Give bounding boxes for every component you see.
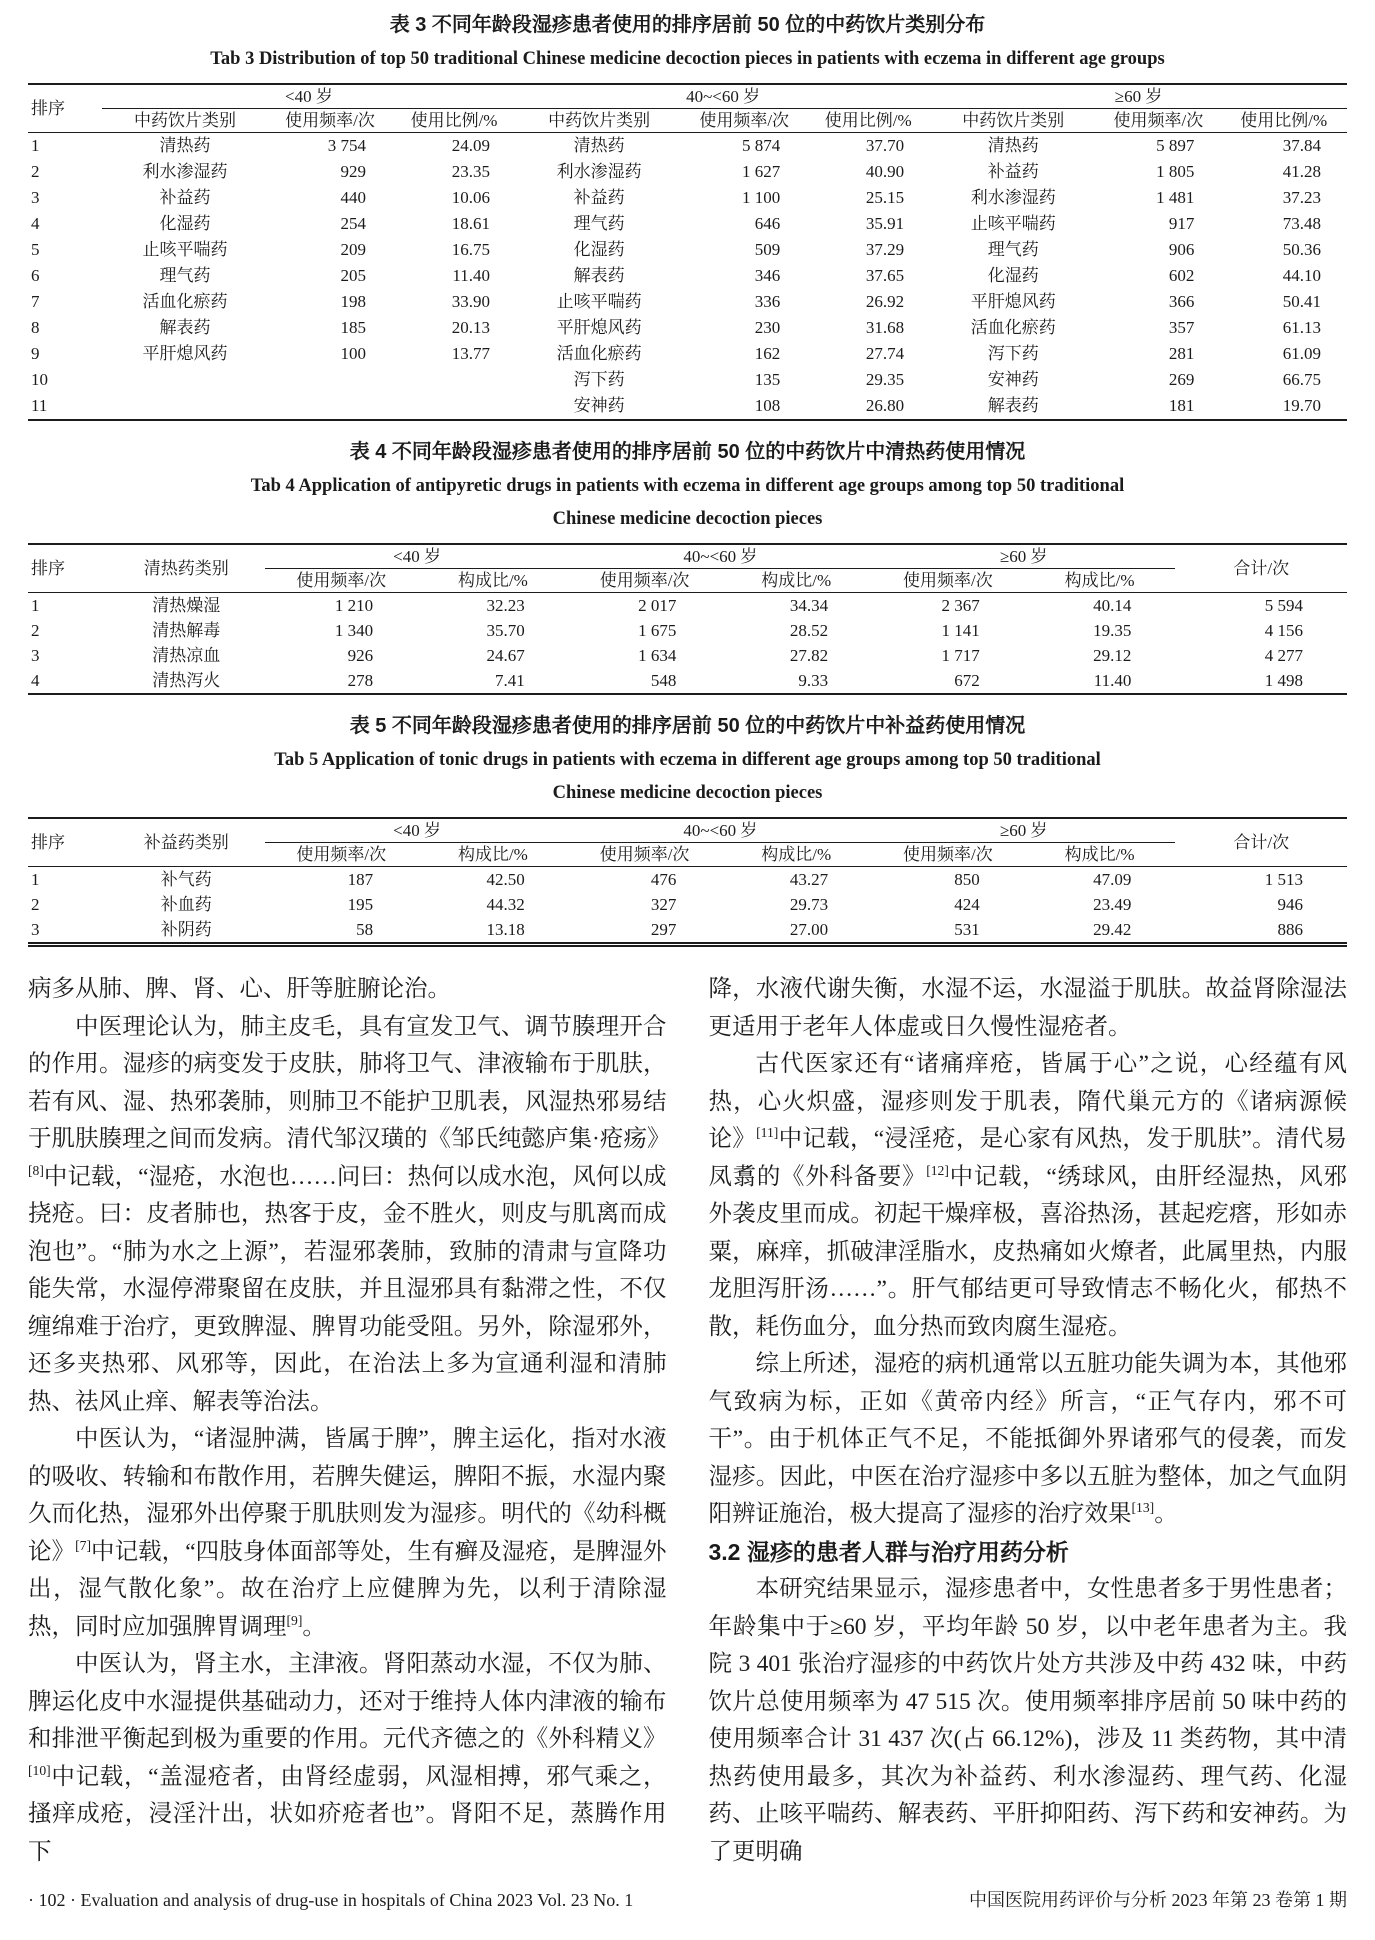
table-cell: 32.23 [486, 596, 525, 615]
table-cell: 917 [1168, 214, 1195, 233]
table-row [28, 263, 1347, 289]
table-cell: 58 [356, 920, 374, 939]
table-cell: 37.29 [865, 240, 905, 259]
table-row [28, 593, 1347, 619]
column-group-40to60: 40~<60 岁 [569, 544, 872, 569]
table-cell: 108 [754, 396, 781, 415]
paragraph: 中医理论认为，肺主皮毛，具有宣发卫气、调节腠理开合的作用。湿疹的病变发于皮肤，肺将卫气、津液输布于肌肤，若有风、湿、热邪袭肺，则肺卫不能护卫肌表，风湿热邪易结于肌肤腠理之间而发病。清代邹汉璜的《邹氏纯懿庐集·疮疡》[8]中记载，“湿疮，水泡也……问曰：热何以成水泡，风何以成挠疮。曰：皮者肺也，热客于皮，金不胜火，则皮与肌离而成泡也”。“肺为水之上源”，若湿邪袭肺，致肺的清肃与宣降功能失常，水湿停滞聚留在皮肤，并且湿邪具有黏滞之性，不仅缠绵难于治疗，更致脾湿、脾胃功能受阻。另外，除湿邪外，还多夹热邪、风邪等，因此，在治法上多为宣通利湿和清肺热、祛风止痒、解表等治法。 [28, 1013, 671, 1415]
table-cell: 平肝熄风药 [970, 292, 1056, 311]
column-header-category: 补益药类别 [107, 818, 265, 867]
table-cell: 6 [31, 266, 40, 285]
table-cell: 利水渗湿药 [970, 188, 1056, 207]
table-cell: 活血化瘀药 [142, 292, 228, 311]
table-cell: 40.90 [865, 162, 905, 181]
table-cell: 18.61 [451, 214, 491, 233]
table-cell: 4 [31, 214, 40, 233]
table-cell: 297 [650, 920, 677, 939]
table-row [28, 133, 1347, 160]
table-cell: 24.09 [451, 136, 491, 155]
table-cell: 1 498 [1264, 671, 1303, 690]
table-cell: 24.67 [486, 646, 525, 665]
table-cell: 4 277 [1264, 646, 1303, 665]
table-cell: 23.35 [451, 162, 491, 181]
column-header-proportion: 构成比/% [1024, 843, 1176, 867]
table5-title-en-line2: Chinese medicine decoction pieces [552, 783, 823, 803]
paragraph: 中医认为，“诸湿肿满，皆属于脾”，脾主运化，指对水液的吸收、转输和布散作用，若脾失健运，脾阳不振，水湿内聚久而化热，湿邪外出停聚于肌肤则发为湿疹。明代的《幼科概论》[7]中记载，“四肢身体面部等处，生有癣及湿疮，是脾湿外出，湿气散化象”。故在治疗上应健脾为先，以利于清除湿热，同时应加强脾胃调理[9]。 [28, 1426, 667, 1640]
column-header-proportion: 构成比/% [720, 843, 872, 867]
table-cell: 162 [754, 344, 781, 363]
table-cell: 602 [1168, 266, 1195, 285]
table-cell: 清热药 [987, 136, 1039, 155]
table5 [28, 817, 1347, 947]
column-header-proportion: 构成比/% [417, 569, 569, 593]
table-cell: 100 [340, 344, 367, 363]
column-header-frequency: 使用频率/次 [268, 109, 392, 133]
table-row [28, 643, 1347, 668]
table-cell: 1 141 [941, 621, 980, 640]
table-cell: 1 627 [741, 162, 781, 181]
table-cell: 补阴药 [160, 920, 212, 939]
page-footer [28, 1886, 1347, 1912]
table-cell: 1 340 [334, 621, 374, 640]
table-cell [392, 367, 516, 393]
column-header-proportion: 构成比/% [720, 569, 872, 593]
table3-body [28, 133, 1347, 421]
column-group-over60: ≥60 岁 [872, 544, 1175, 569]
table-cell: 利水渗湿药 [142, 162, 228, 181]
table-cell: 44.32 [486, 895, 525, 914]
table-cell: 181 [1168, 396, 1195, 415]
table-cell: 解表药 [573, 266, 625, 285]
table-cell: 1 [31, 136, 40, 155]
table-cell: 11 [31, 396, 48, 415]
table-cell: 424 [954, 895, 980, 914]
table-cell: 4 156 [1264, 621, 1303, 640]
table-cell: 29.42 [1093, 920, 1132, 939]
table-cell: 40.14 [1093, 596, 1132, 615]
table-cell: 29.73 [789, 895, 829, 914]
column-header-ratio: 使用比例/% [1220, 109, 1347, 133]
table-cell: 安神药 [987, 370, 1039, 389]
table5-header [28, 818, 1347, 867]
table-row [28, 618, 1347, 643]
table-cell: 185 [340, 318, 367, 337]
table4-section [28, 439, 1347, 695]
table-cell: 11.40 [1093, 671, 1132, 690]
table-cell: 10 [31, 370, 48, 389]
table-cell: 35.70 [486, 621, 525, 640]
column-header-rank: 排序 [28, 544, 107, 593]
column-header-category: 中药饮片类别 [516, 109, 682, 133]
table-cell: 50.36 [1282, 240, 1321, 259]
table-cell: 66.75 [1282, 370, 1321, 389]
column-group-under40: <40 岁 [102, 84, 516, 109]
table-cell: 平肝熄风药 [142, 344, 228, 363]
table4 [28, 543, 1347, 695]
table-cell: 化湿药 [987, 266, 1039, 285]
table-cell: 理气药 [987, 240, 1039, 259]
column-header-rank: 排序 [28, 818, 107, 867]
table-cell: 926 [347, 646, 374, 665]
table-cell: 27.82 [789, 646, 829, 665]
table-row [28, 892, 1347, 917]
table-row [28, 237, 1347, 263]
column-header-ratio: 使用比例/% [806, 109, 930, 133]
table-cell: 3 [31, 646, 40, 665]
column-header-category: 中药饮片类别 [930, 109, 1096, 133]
table-cell: 1 210 [334, 596, 374, 615]
table-cell: 1 [31, 870, 40, 889]
table-row [28, 367, 1347, 393]
table-cell: 止咳平喘药 [556, 292, 642, 311]
table-cell: 548 [650, 671, 677, 690]
table-cell: 25.15 [865, 188, 905, 207]
table-cell: 泻下药 [987, 344, 1039, 363]
column-header-proportion: 构成比/% [1024, 569, 1176, 593]
table-cell: 476 [650, 870, 677, 889]
table-cell: 135 [754, 370, 781, 389]
table-cell: 化湿药 [159, 214, 211, 233]
table-cell: 止咳平喘药 [970, 214, 1056, 233]
column-header-frequency: 使用频率/次 [682, 109, 806, 133]
paragraph: 综上所述，湿疮的病机通常以五脏功能失调为本，其他邪气致病为标，正如《黄帝内经》所言，“正气存内，邪不可干”。由于机体正气不足，不能抵御外界诸邪气的侵袭，而发湿疹。因此，中医在治疗湿疹中多以五脏为整体，加之气血阴阳辨证施治，极大提高了湿疹的治疗效果[13]。 [708, 1351, 1347, 1527]
table-cell: 活血化瘀药 [970, 318, 1056, 337]
table-cell: 43.27 [789, 870, 829, 889]
table-cell: 50.41 [1282, 292, 1321, 311]
table-cell: 195 [347, 895, 374, 914]
table-cell: 2 [31, 621, 40, 640]
table-cell: 37.23 [1282, 188, 1321, 207]
table-row [28, 917, 1347, 945]
table-cell: 4 [31, 671, 40, 690]
table3 [28, 83, 1347, 421]
table-row [28, 185, 1347, 211]
table5-title-en-line1: Tab 5 Application of tonic drugs in patients with eczema in different age groups among top 50 traditional [274, 750, 1101, 770]
table-cell: 1 100 [741, 188, 781, 207]
table-cell: 7 [31, 292, 40, 311]
column-group-under40: <40 岁 [265, 818, 568, 843]
table-cell: 1 634 [638, 646, 677, 665]
table-cell: 886 [1277, 920, 1303, 939]
table5-title-en [28, 744, 1347, 810]
table-cell: 357 [1168, 318, 1195, 337]
paragraph: 中医认为，肾主水，主津液。肾阳蒸动水湿，不仅为肺、脾运化皮中水湿提供基础动力，还对于维持人体内津液的输布和排泄平衡起到极为重要的作用。元代齐德之的《外科精义》[10]中记载，“盖湿疮者，由肾经虚弱，风湿相搏，邪气乘之，搔痒成疮，浸淫汁出，状如疥疮者也”。肾阳不足，蒸腾作用下 [28, 1651, 667, 1865]
table-cell: 61.09 [1282, 344, 1321, 363]
paragraph: 本研究结果显示，湿疹患者中，女性患者多于男性患者；年龄集中于≥60 岁，平均年龄 50 岁，以中老年患者为主。我院 3 401 张治疗湿疹的中药饮片处方共涉及中药 432 味，中药饮片总使用频率为 47 515 次。使用频率排序居前 50 味中药的使用频率合计 31 437 次(占 66.12%)，涉及 11 类药物，其中清热药使用最多，其次为补益药、利水渗湿药、理气药、化湿药、止咳平喘药、解表药、平肝抑阳药、泻下药和安神药。为了更明确 [708, 1576, 1347, 1865]
footer-journal-en: · 102 · Evaluation and analysis of drug-use in hospitals of China 2023 Vol. 23 No. 1 [28, 1890, 634, 1910]
left-column [28, 971, 671, 1871]
table5-title-cn: 表 5 不同年龄段湿疹患者使用的排序居前 50 位的中药饮片中补益药使用情况 [349, 715, 1026, 737]
table-row [28, 211, 1347, 237]
table-cell [102, 393, 268, 420]
table-cell: 理气药 [159, 266, 211, 285]
table-cell: 解表药 [987, 396, 1039, 415]
table-cell [392, 393, 516, 420]
table-cell: 清热药 [159, 136, 211, 155]
column-header-category: 清热药类别 [107, 544, 265, 593]
table-cell: 安神药 [573, 396, 625, 415]
table-cell: 19.70 [1282, 396, 1321, 415]
table-cell: 33.90 [451, 292, 491, 311]
table-cell: 336 [754, 292, 781, 311]
column-group-over60: ≥60 岁 [872, 818, 1175, 843]
table-cell: 3 [31, 920, 40, 939]
column-group-40to60: 40~<60 岁 [516, 84, 930, 109]
table-cell: 解表药 [159, 318, 211, 337]
table-cell: 3 [31, 188, 40, 207]
column-group-40to60: 40~<60 岁 [569, 818, 872, 843]
table-cell: 27.00 [789, 920, 829, 939]
paragraph: 降，水液代谢失衡，水湿不运，水湿溢于肌肤。故益肾除湿法更适用于老年人体虚或日久慢性湿疮者。 [708, 976, 1347, 1040]
table-row [28, 867, 1347, 893]
table-cell: 补血药 [160, 895, 212, 914]
table3-section [28, 12, 1347, 421]
table-cell [268, 367, 392, 393]
column-header-frequency: 使用频率/次 [872, 843, 1024, 867]
table-row [28, 393, 1347, 420]
column-header-ratio: 使用比例/% [392, 109, 516, 133]
table-cell: 1 513 [1264, 870, 1303, 889]
column-header-frequency: 使用频率/次 [1096, 109, 1220, 133]
column-group-over60: ≥60 岁 [930, 84, 1347, 109]
table-cell: 23.49 [1093, 895, 1132, 914]
column-header-frequency: 使用频率/次 [569, 569, 721, 593]
table-cell: 泻下药 [573, 370, 625, 389]
table-row [28, 315, 1347, 341]
table-cell: 补益药 [159, 188, 211, 207]
column-header-total: 合计/次 [1175, 544, 1347, 593]
table-cell: 41.28 [1282, 162, 1321, 181]
table-cell: 1 675 [638, 621, 677, 640]
table-cell: 37.84 [1282, 136, 1321, 155]
table-cell: 1 481 [1156, 188, 1195, 207]
table-cell: 1 [31, 596, 40, 615]
table-cell: 440 [340, 188, 367, 207]
table4-title-en-line1: Tab 4 Application of antipyretic drugs in patients with eczema in different age groups among top 50 traditional [250, 476, 1125, 496]
table-cell: 2 [31, 895, 40, 914]
column-group-under40: <40 岁 [265, 544, 568, 569]
table3-title-en: Tab 3 Distribution of top 50 traditional Chinese medicine decoction pieces in patients with eczema in different age groups [210, 49, 1165, 69]
column-header-frequency: 使用频率/次 [265, 569, 417, 593]
table3-title-cn: 表 3 不同年龄段湿疹患者使用的排序居前 50 位的中药饮片类别分布 [389, 14, 986, 36]
footer-journal-cn: 中国医院用药评价与分析 2023 年第 23 卷第 1 期 [969, 1890, 1347, 1910]
table-cell: 281 [1168, 344, 1195, 363]
table-cell: 37.70 [865, 136, 905, 155]
table-cell: 止咳平喘药 [142, 240, 228, 259]
column-header-frequency: 使用频率/次 [265, 843, 417, 867]
table-cell: 19.35 [1093, 621, 1132, 640]
table-cell: 5 874 [741, 136, 781, 155]
table-cell: 5 897 [1156, 136, 1195, 155]
table-cell: 9.33 [798, 671, 829, 690]
table-cell: 187 [347, 870, 374, 889]
table-cell: 205 [340, 266, 367, 285]
table5-body [28, 867, 1347, 945]
table-cell: 230 [754, 318, 781, 337]
table-row [28, 159, 1347, 185]
table-cell: 346 [754, 266, 781, 285]
table-cell: 9 [31, 344, 40, 363]
table-cell: 327 [650, 895, 677, 914]
column-header-rank: 排序 [28, 84, 102, 133]
table-cell: 清热泻火 [152, 671, 221, 690]
table5-section [28, 713, 1347, 947]
table-cell: 209 [340, 240, 367, 259]
table-cell: 929 [340, 162, 367, 181]
table-cell: 27.74 [865, 344, 905, 363]
table-cell: 47.09 [1093, 870, 1132, 889]
table-cell: 5 594 [1264, 596, 1303, 615]
table4-header [28, 544, 1347, 593]
table-cell: 清热燥湿 [152, 596, 221, 615]
table-cell: 2 017 [638, 596, 677, 615]
table-row [28, 289, 1347, 315]
table-cell: 29.35 [865, 370, 905, 389]
table-row [28, 341, 1347, 367]
table-cell [102, 367, 268, 393]
table-cell: 清热药 [573, 136, 625, 155]
section-heading: 3.2 湿疹的患者人群与治疗用药分析 [708, 1538, 1069, 1565]
table-cell: 44.10 [1282, 266, 1321, 285]
table-cell: 13.77 [451, 344, 491, 363]
table-cell: 13.18 [486, 920, 525, 939]
table-cell: 理气药 [573, 214, 625, 233]
table-cell: 2 [31, 162, 40, 181]
paragraph: 古代医家还有“诸痛痒疮，皆属于心”之说，心经蕴有风热，心火炽盛，湿疹则发于肌表，隋代巢元方的《诸病源候论》[11]中记载，“浸淫疮，是心家有风热，发于肌肤”。清代易凤翥的《外科备要》[12]中记载，“绣球风，由肝经湿热，风邪外袭皮里而成。初起干燥痒极，喜浴热汤，甚起疙瘩，形如赤粟，麻痒，抓破津淫脂水，皮热痛如火燎者，此属里热，内服龙胆泻肝汤……”。肝气郁结更可导致情志不畅化火，郁热不散，耗伤血分，血分热而致肉腐生湿疮。 [708, 1051, 1347, 1340]
table-cell: 509 [754, 240, 781, 259]
table-cell: 61.13 [1282, 318, 1321, 337]
column-header-frequency: 使用频率/次 [872, 569, 1024, 593]
table-cell: 利水渗湿药 [556, 162, 642, 181]
table-cell: 26.80 [865, 396, 905, 415]
table3-header [28, 84, 1347, 133]
table-cell: 3 754 [327, 136, 367, 155]
table-cell: 850 [954, 870, 980, 889]
table4-body [28, 593, 1347, 695]
table-cell: 清热凉血 [152, 646, 221, 665]
column-header-total: 合计/次 [1175, 818, 1347, 867]
table-cell: 1 805 [1156, 162, 1195, 181]
column-header-category: 中药饮片类别 [102, 109, 268, 133]
article-body [28, 971, 1347, 1871]
right-column [709, 971, 1348, 1871]
table-row [28, 668, 1347, 694]
column-header-frequency: 使用频率/次 [569, 843, 721, 867]
table-cell: 20.13 [451, 318, 491, 337]
table4-title-en [28, 470, 1347, 536]
table-cell: 28.52 [789, 621, 829, 640]
table-cell: 11.40 [452, 266, 491, 285]
table-cell: 73.48 [1282, 214, 1321, 233]
table-cell: 8 [31, 318, 40, 337]
table-cell: 198 [340, 292, 367, 311]
table-cell: 活血化瘀药 [556, 344, 642, 363]
table-cell: 42.50 [486, 870, 525, 889]
table-cell: 278 [347, 671, 374, 690]
table-cell: 平肝熄风药 [556, 318, 642, 337]
table-cell: 31.68 [865, 318, 905, 337]
table-cell: 16.75 [451, 240, 491, 259]
table-cell: 34.34 [789, 596, 829, 615]
table-cell: 2 367 [941, 596, 980, 615]
table-cell: 531 [954, 920, 980, 939]
table-cell: 35.91 [865, 214, 905, 233]
table-cell: 补气药 [160, 870, 212, 889]
table-cell: 254 [340, 214, 367, 233]
table-cell: 清热解毒 [152, 621, 221, 640]
table-cell: 1 717 [941, 646, 980, 665]
table-cell: 29.12 [1093, 646, 1132, 665]
table-cell: 366 [1168, 292, 1195, 311]
paragraph: 病多从肺、脾、肾、心、肝等脏腑论治。 [28, 976, 451, 1002]
table-cell: 269 [1168, 370, 1195, 389]
table-cell: 补益药 [573, 188, 625, 207]
table-cell: 7.41 [494, 671, 525, 690]
table4-title-cn: 表 4 不同年龄段湿疹患者使用的排序居前 50 位的中药饮片中清热药使用情况 [349, 441, 1026, 463]
table-cell: 646 [754, 214, 781, 233]
table-cell: 906 [1168, 240, 1195, 259]
table-cell: 5 [31, 240, 40, 259]
table-cell: 37.65 [865, 266, 905, 285]
column-header-proportion: 构成比/% [417, 843, 569, 867]
table-cell: 26.92 [865, 292, 905, 311]
table-cell: 化湿药 [573, 240, 625, 259]
table-cell: 946 [1277, 895, 1303, 914]
table-cell [268, 393, 392, 420]
table-cell: 10.06 [451, 188, 491, 207]
table-cell: 672 [954, 671, 980, 690]
table4-title-en-line2: Chinese medicine decoction pieces [552, 509, 823, 529]
table-cell: 补益药 [987, 162, 1039, 181]
